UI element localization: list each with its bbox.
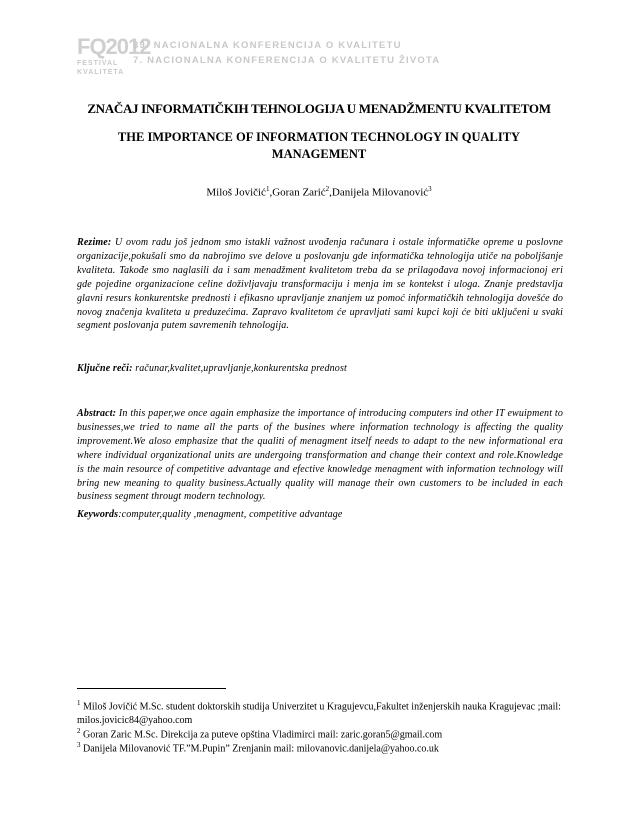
author-2: ,Goran Zarić [269,186,326,199]
footnote-separator [77,688,226,689]
keywords-paragraph [77,508,563,522]
conference-line-1: 39. NACIONALNA KONFERENCIJA O KVALITETU [133,40,402,51]
kljucne-reci-paragraph [77,362,563,376]
keywords-label: Keywords [77,509,119,520]
keywords-text: :computer,quality ,menagment, competitive advantage [118,509,343,520]
conference-line-2: 7. NACIONALNA KONFERENCIJA O KVALITETU ŽIVOTA [133,55,441,66]
logo-subtext-2: KVALITETA [77,69,125,76]
footnote-1-text: Miloš Jovičić M.Sc. student doktorskih studija Univerzitet u Kragujevcu,Fakultet inženjerskih nauka Kragujevac ;mail: milos.jovicic84@yahoo.com [77,701,561,727]
author-2-ref: 2 [325,185,330,193]
footnote-1 [77,697,563,728]
rezime-label: Rezime: [77,237,112,248]
footnote-3 [77,739,563,756]
title-english: THE IMPORTANCE OF INFORMATION TECHNOLOGY IN QUALITY MANAGEMENT [117,130,521,161]
kljucne-reci-text: računar,kvalitet,upravljanje,konkurentska prednost [132,363,347,374]
authors-line [0,185,638,199]
title-serbian: ZNAČAJ INFORMATIČKIH TEHNOLOGIJA U MENADŽMENTU KVALITETOM [87,101,551,116]
abstract-label: Abstract: [77,408,117,419]
footnote-3-number: 3 [77,741,81,749]
footnote-2-number: 2 [77,727,81,735]
festival-logo [77,34,151,78]
rezime-text: U ovom radu još jednom smo istakli važnost uvođenja računara i ostale informatičke opreme u poslovne organizacije,pokušali smo da nabrojimo sve delove u poslovanju gde informatička tehnologija utiče na poboljšanje kvaliteta. Takođe smo naglasili da i sam menadžment kvalitetom treba da se prilagođava novoj informacionoj eri gde pojedine organizacione celine doživljavaju transformaciju i menja im se kontekst i uloga. Znanje predstavlja glavni resurs konkurentske prednosti i efikasno upravljanje znanjem uz pomoć informatičkih tehnologija dovešće do novog značenja kvaliteta u preduzećima. Zapravo kvalitetom će upravljati sami kupci koji će biti uključeni u svaki segment poslovanja putem savremenih tehnologija. [77,237,563,332]
footnote-3-text: Danijela Milovanović TF.”M.Pupin” Zrenjanin mail: milovanovic.danijela@yahoo.co.uk [80,743,439,755]
author-3: ,Danijela Milovanović [329,186,429,199]
footnote-2-text: Goran Zaric M.Sc. Direkcija za puteve opština Vladimirci mail: zaric.goran5@gmail.com [80,729,443,741]
abstract-paragraph [77,407,563,504]
author-1: Miloš Jovičić [206,186,266,199]
footnote-1-number: 1 [77,699,81,707]
logo-text: FQ2012 [77,34,151,59]
abstract-text: In this paper,we once again emphasize the importance of introducing computers ind other IT ewuipment to businesses,we tried to name all the parts of the busines where information technology is affecting the quality improvement.We aloso emphasize that the qualiti of menagment itself needs to adapt to the new informational era where individual organizational units are undergoing transformation and change their context and role.Knowledge is the main resource of competitive advantage and efective knowledge menagment with information technology will bring new meaning to quality business.Actually quality will manage their own customers to be included in each business segment througt modern technology. [77,408,563,503]
kljucne-reci-label: Ključne reči: [77,363,133,374]
logo-subtext-1: FESTIVAL [77,60,119,67]
rezime-paragraph [77,236,563,333]
author-1-ref: 1 [265,185,270,193]
author-3-ref: 3 [428,185,432,193]
